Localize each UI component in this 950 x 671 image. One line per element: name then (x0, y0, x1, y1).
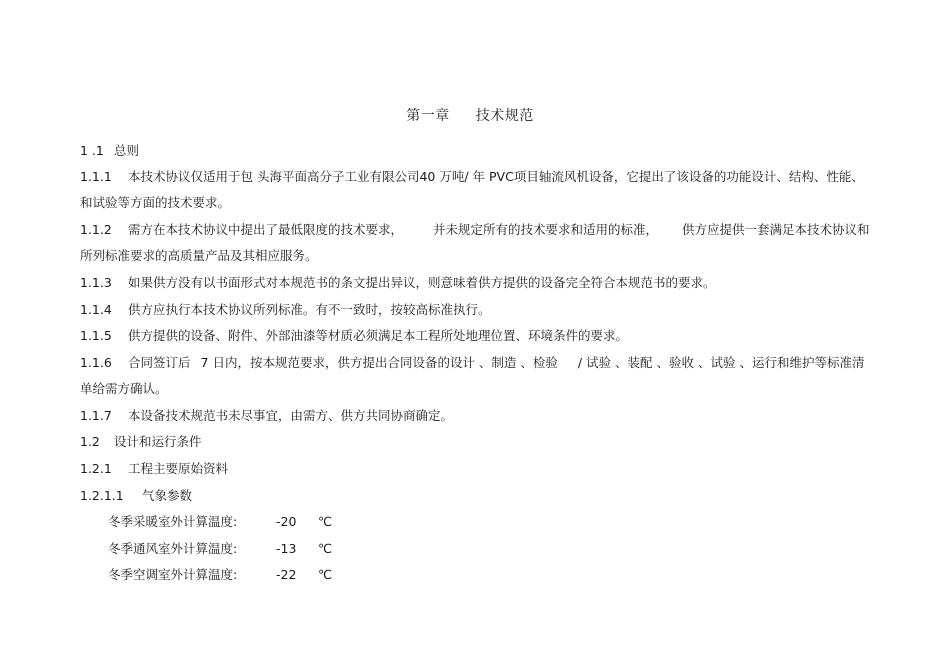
clause-number: 1.1.5 (80, 328, 112, 343)
clause-text: 工程主要原始资料 (128, 461, 229, 476)
param-unit: ℃ (318, 514, 333, 529)
clause-number: 1.1.3 (80, 275, 112, 290)
clause-text: 供方应执行本技术协议所列标准。有不一致时，按较高标准执行。 (128, 302, 491, 317)
clause-text: 和试验等方面的技术要求。 (80, 195, 231, 210)
param-label: 冬季采暖室外计算温度: (108, 514, 238, 529)
clause-text: 合同签订后 (128, 355, 191, 370)
clause-1-1-5 (80, 327, 628, 345)
param-value: -22 (276, 567, 297, 582)
clause-1-2-1 (80, 460, 228, 478)
clause-text: 所列标准要求的高质量产品及其相应服务。 (80, 248, 318, 263)
section-number: 1.2 (80, 434, 100, 449)
chapter-heading (0, 105, 940, 125)
clause-1-1-2-cont (80, 247, 318, 265)
clause-number: 1.1.1 (80, 169, 112, 184)
clause-text: 本技术协议仅适用于包 头海平面高分子工业有限公司40 万吨/ 年 PVC项目轴流风机设备，它提出了该设备的功能设计、结构、性能、 (128, 169, 864, 184)
clause-number: 1.1.6 (80, 355, 112, 370)
clause-text: 本设备技术规范书未尽事宜，由需方、供方共同协商确定。 (128, 408, 454, 423)
clause-text: 如果供方没有以书面形式对本规范书的条文提出异议，则意味着供方提供的设备完全符合本规范书的要求。 (128, 275, 716, 290)
chapter-number: 第一章 (406, 108, 450, 124)
section-1-1 (80, 142, 139, 160)
clause-1-1-4 (80, 301, 491, 319)
section-heading: 设计和运行条件 (114, 434, 202, 449)
clause-1-1-1 (80, 168, 864, 186)
section-number: 1 .1 (80, 143, 104, 158)
param-unit: ℃ (318, 567, 333, 582)
param-value: -13 (276, 541, 297, 556)
param-row (108, 513, 332, 531)
clause-1-1-7 (80, 407, 453, 425)
clause-1-1-6 (80, 354, 864, 372)
clause-text: 并未规定所有的技术要求和适用的标准， (433, 222, 659, 237)
clause-1-1-6-cont (80, 380, 168, 398)
clause-number: 1.1.4 (80, 302, 112, 317)
clause-text: 7 日内，按本规范要求，供方提出合同设备的设计 、制造 、检验 (200, 355, 558, 370)
clause-text: / 试验 、装配 、验收 、试验 、运行和维护等标准清 (577, 355, 865, 370)
section-1-2 (80, 433, 202, 451)
clause-text: 单给需方确认。 (80, 381, 168, 396)
clause-number: 1.2.1 (80, 461, 112, 476)
section-heading: 总则 (114, 143, 140, 158)
clause-1-1-1-cont (80, 194, 230, 212)
clause-1-2-1-1 (80, 487, 192, 505)
clause-text: 需方在本技术协议中提出了最低限度的技术要求， (128, 222, 404, 237)
param-value: -20 (276, 514, 297, 529)
param-row (108, 566, 332, 584)
clause-text: 供方应提供一套满足本技术协议和 (682, 222, 870, 237)
clause-1-1-3 (80, 274, 716, 292)
param-unit: ℃ (318, 541, 333, 556)
clause-number: 1.1.2 (80, 222, 112, 237)
clause-number: 1.1.7 (80, 408, 112, 423)
param-row (108, 540, 332, 558)
param-label: 冬季通风室外计算温度: (108, 541, 238, 556)
clause-text: 气象参数 (142, 488, 193, 503)
clause-1-1-2 (80, 221, 870, 239)
chapter-title: 技术规范 (475, 108, 534, 124)
clause-text: 供方提供的设备、附件、外部油漆等材质必须满足本工程所处地理位置、环境条件的要求。 (128, 328, 629, 343)
clause-number: 1.2.1.1 (80, 488, 124, 503)
param-label: 冬季空调室外计算温度: (108, 567, 238, 582)
